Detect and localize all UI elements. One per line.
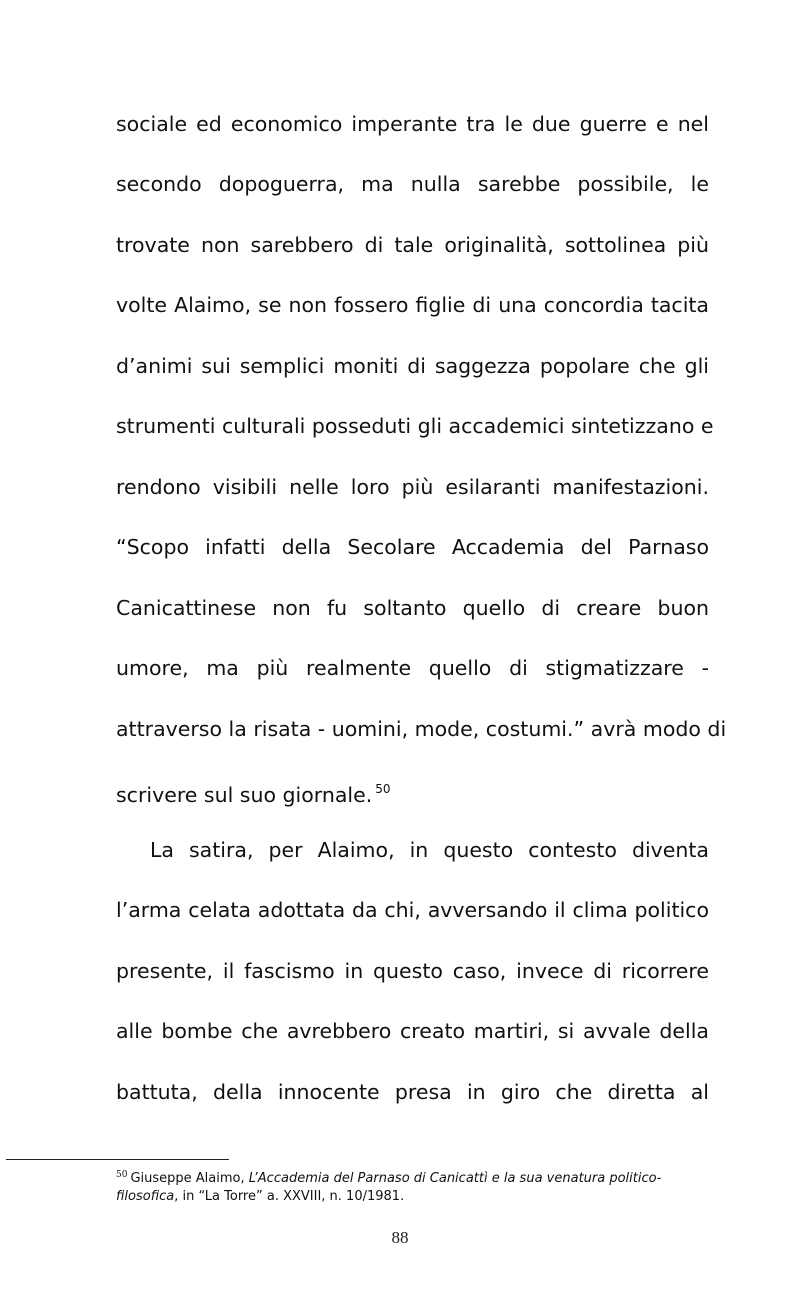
body-line: strumenti culturali posseduti gli accademici sintetizzano e: [116, 414, 714, 438]
body-line: umore, ma più realmente quello di stigmatizzare -: [116, 656, 709, 680]
body-line: attraverso la risata - uomini, mode, costumi.” avrà modo di: [116, 717, 727, 741]
body-line: secondo dopoguerra, ma nulla sarebbe possibile, le: [116, 172, 709, 196]
footnote-number: 50: [116, 1170, 128, 1180]
footnote-source: , in “La Torre” a. XXVIII, n. 10/1981.: [174, 1189, 405, 1204]
body-line: rendono visibili nelle loro più esilaranti manifestazioni.: [116, 475, 709, 499]
body-line: “Scopo infatti della Secolare Accademia del Parnaso: [116, 535, 709, 559]
footnote-title-continued: filosofica: [116, 1189, 175, 1204]
body-line: d’animi sui semplici moniti di saggezza popolare che gli: [116, 354, 709, 378]
footnote-title: L’Accademia del Parnaso di Canicattì e la sua venatura politico-: [248, 1171, 662, 1186]
body-line: alle bombe che avrebbero creato martiri, si avvale della: [116, 1019, 709, 1043]
page-number: 88: [391, 1228, 409, 1247]
body-line: presente, il fascismo in questo caso, invece di ricorrere: [116, 959, 709, 983]
footnote: [116, 1166, 716, 1206]
body-line: trovate non sarebbero di tale originalità, sottolinea più: [116, 233, 709, 257]
footnote-author: Giuseppe Alaimo,: [130, 1171, 249, 1186]
body-line: volte Alaimo, se non fossero figlie di una concordia tacita: [116, 293, 709, 317]
body-line: [116, 776, 709, 808]
body-line: battuta, della innocente presa in giro che diretta al: [116, 1080, 709, 1104]
body-line-text: scrivere sul suo giornale.: [116, 783, 373, 807]
footnote-reference[interactable]: 50: [375, 782, 391, 796]
body-line: sociale ed economico imperante tra le due guerre e nel: [116, 112, 709, 136]
paragraph-start-line: La satira, per Alaimo, in questo contesto diventa: [150, 838, 709, 862]
body-line: Canicattinese non fu soltanto quello di creare buon: [116, 596, 709, 620]
footnote-separator: [6, 1159, 229, 1160]
body-line: l’arma celata adottata da chi, avversando il clima politico: [116, 898, 709, 922]
